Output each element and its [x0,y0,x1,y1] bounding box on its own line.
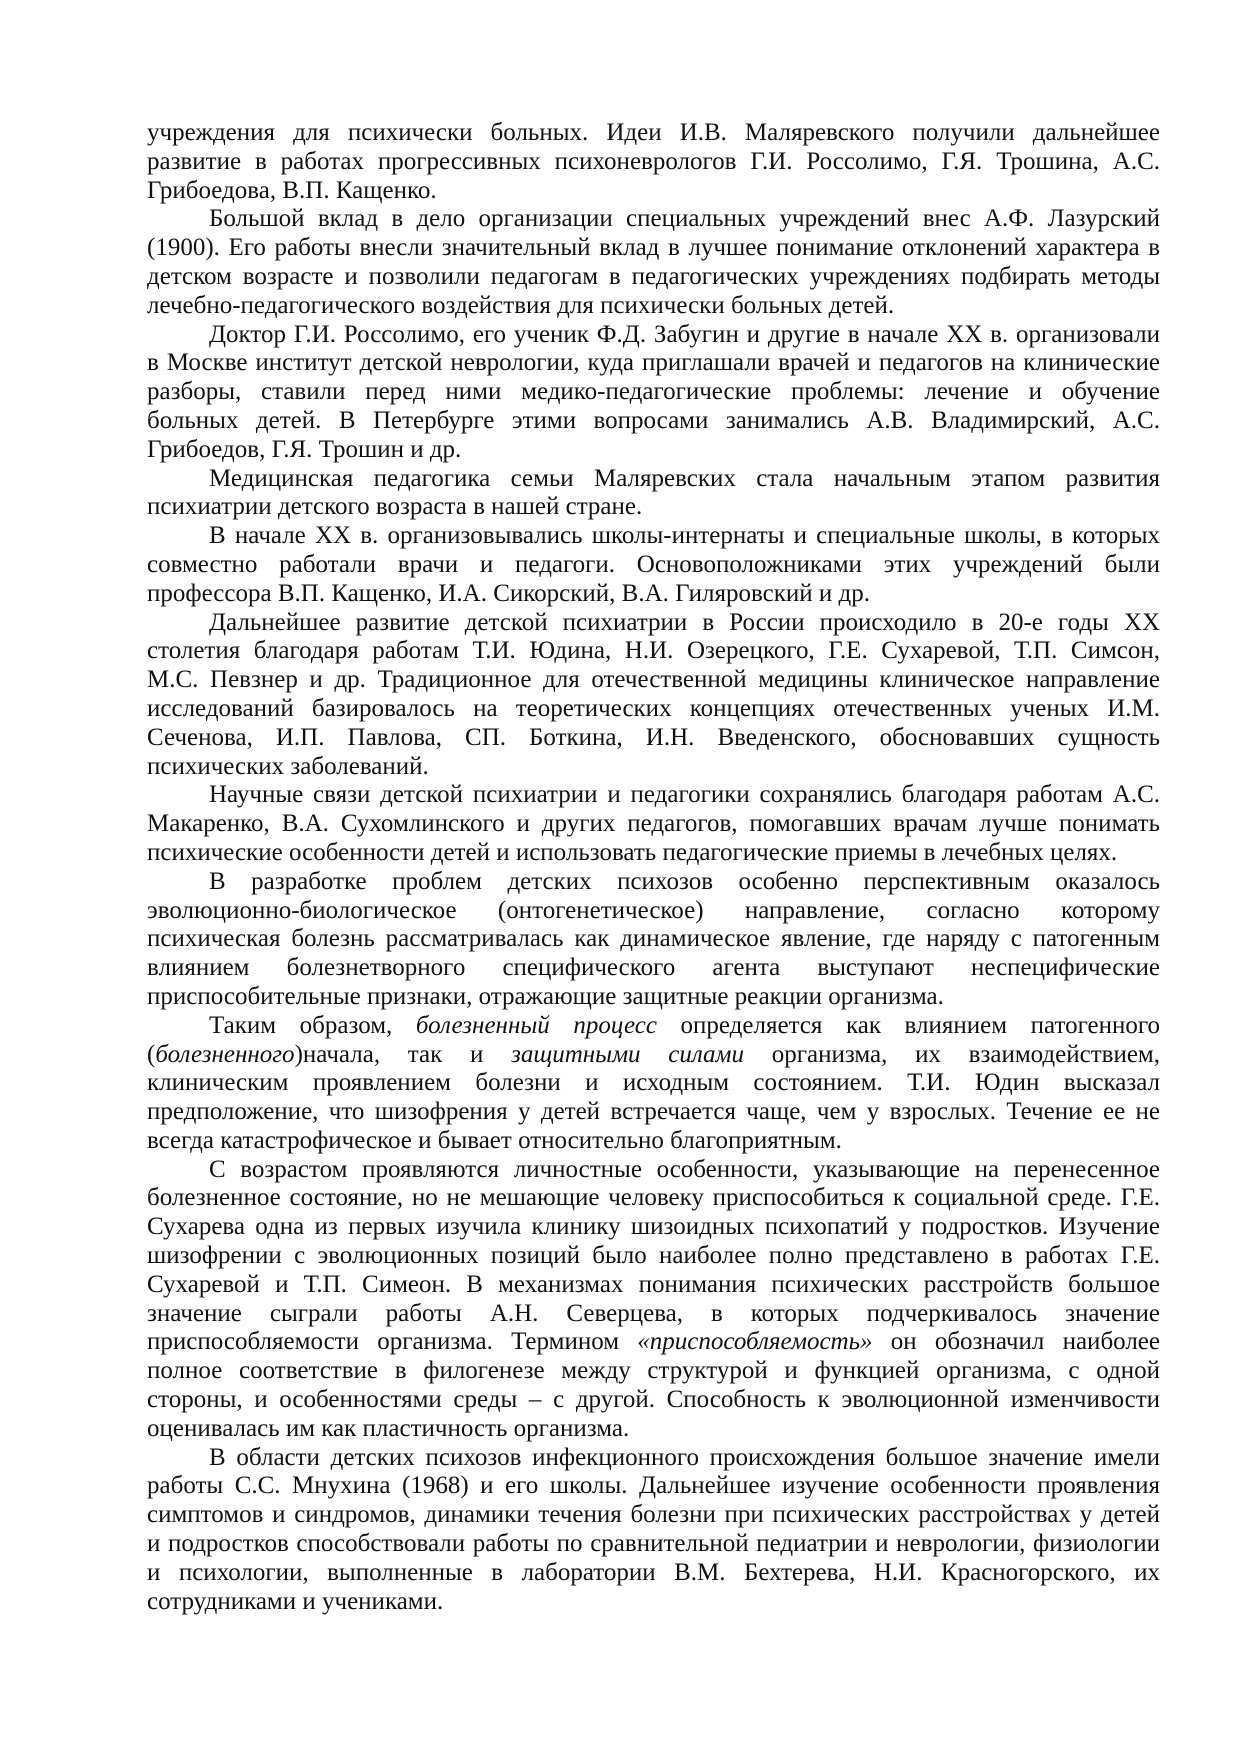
text-segment: определяется как влиянием патогенного [656,1011,1160,1039]
paragraph [147,609,1160,782]
text-line: столетия благодаря работам Т.И. Юдина, Н.И. Озерецкого, Г.Е. Сухаревой, Т.П. Симсон, [147,637,1160,665]
text-line: болезненное состояние, но не мешающие человеку приспособиться к социальной среде. Г.Е. [147,1184,1160,1212]
text-line: совместно работали врачи и педагоги. Основоположниками этих учреждений были [147,550,1160,578]
text-line: стороны, и особенностями среды – с другой. Способность к эволюционной изменчивости [147,1386,1160,1414]
text-line: Большой вклад в дело организации специальных учреждений внес А.Ф. Лазурский [209,205,1160,233]
text-line: симптомов и синдромов, динамики течения болезни при психических расстройствах у детей [147,1501,1160,1529]
text-segment: ( [147,1040,156,1068]
paragraph [147,1444,1160,1617]
italic-term: защитными силами [511,1040,745,1068]
text-segment: приспособляемости организма. Термином [147,1328,638,1356]
text-line: Сухарева одна из первых изучила клинику шизоидных психопатий у подростков. Изучение [147,1213,1160,1241]
text-line: психические особенности детей и использовать педагогические приемы в лечебных целях. [147,838,1118,866]
text-segment: организма, их взаимодействием, [744,1040,1160,1068]
text-line: эволюционно-биологическое (онтогенетическое) направление, согласно которому [147,896,1160,924]
text-line: значение сыграли работы А.Н. Северцева, в которых подчеркивалось значение [147,1299,1160,1327]
text-line: Грибоедова, В.П. Кащенко. [147,176,437,204]
text-line: развитие в работах прогрессивных психоневрологов Г.И. Россолимо, Г.Я. Трошина, А.С. [147,147,1160,175]
text-segment: )начала, так и [294,1040,512,1068]
paragraph [147,781,1160,867]
text-line: Сеченова, И.П. Павлова, СП. Боткина, И.Н. Введенского, обосновавших сущность [147,723,1160,751]
paragraph [147,522,1160,608]
text-line: приспособительные признаки, отражающие защитные реакции организма. [147,982,944,1010]
text-line [147,1328,1160,1357]
text-line: влиянием болезнетворного специфического агента выступают неспецифические [147,954,1160,982]
text-line: клиническим проявлением болезни и исходным состоянием. Т.И. Юдин высказал [147,1069,1160,1097]
text-line: Макаренко, В.А. Сухомлинского и других педагогов, помогавших врачам лучше понимать [147,810,1160,838]
text-line: психическая болезнь рассматривалась как динамическое явление, где наряду с патогенным [147,925,1160,953]
paragraph [147,1156,1160,1444]
paragraph [147,868,1160,1012]
text-line: работы С.С. Мнухина (1968) и его школы. Дальнейшее изучение особенности проявления [147,1472,1160,1500]
text-line: в Москве институт детской неврологии, куда приглашали врачей и педагогов на клинические [147,349,1160,377]
text-line: Грибоедов, Г.Я. Трошин и др. [147,435,462,463]
text-line: оценивалась им как пластичность организма. [147,1414,630,1442]
paragraph [147,321,1160,465]
text-line: сотрудниками и учениками. [147,1587,444,1615]
italic-term: болезненный процесс [415,1011,657,1039]
text-line: Медицинская педагогика семьи Маляревских стала начальным этапом развития [209,464,1160,492]
text-line: Дальнейшее развитие детской психиатрии в России происходило в 20-е годы XX [209,608,1160,636]
italic-term: болезненного [155,1040,295,1068]
italic-term: «приспособляемость» [637,1328,873,1356]
text-line [209,1012,1160,1041]
text-line: В начале XX в. организовывались школы-интернаты и специальные школы, в которых [209,522,1160,550]
text-line: всегда катастрофическое и бывает относительно благоприятным. [147,1126,842,1154]
text-line: М.С. Певзнер и др. Традиционное для отечественной медицины клиническое направление [147,666,1160,694]
text-line: больных детей. В Петербурге этими вопросами занимались А.В. Владимирский, А.С. [147,406,1160,434]
text-line: и подростков способствовали работы по сравнительной педиатрии и неврологии, физиологии [147,1530,1160,1558]
paragraph [147,205,1160,320]
paragraph [147,119,1160,205]
text-line: предположение, что шизофрения у детей встречается чаще, чем у взрослых. Течение ее не [147,1098,1160,1126]
paragraph [147,1012,1160,1156]
text-line: профессора В.П. Кащенко, И.А. Сикорский, В.А. Гиляровский и др. [147,579,870,607]
text-line: исследований базировалось на теоретических концепциях отечественных ученых И.М. [147,694,1160,722]
text-line: учреждения для психически больных. Идеи И.В. Маляревского получили дальнейшее [147,119,1160,146]
text-line: психиатрии детского возраста в нашей стране. [147,493,643,521]
text-line: (1900). Его работы внесли значительный вклад в лучшее понимание отклонений характера в [147,234,1160,262]
text-line: Доктор Г.И. Россолимо, его ученик Ф.Д. Забугин и другие в начале XX в. организовали [209,320,1160,348]
text-line: С возрастом проявляются личностные особенности, указывающие на перенесенное [209,1155,1160,1183]
text-line: лечебно-педагогического воздействия для психически больных детей. [147,291,895,319]
text-segment: он обозначил наиболее [872,1328,1160,1356]
text-segment: Таким образом, [209,1011,416,1039]
paragraph [147,465,1160,523]
text-line: Научные связи детской психиатрии и педагогики сохранялись благодаря работам А.С. [209,781,1160,809]
text-line [147,1041,1160,1070]
text-line: и психологии, выполненные в лаборатории В.М. Бехтерева, Н.И. Красногорского, их [147,1558,1160,1586]
text-line: полное соответствие в филогенезе между структурой и функцией организма, с одной [147,1357,1160,1385]
text-line: психических заболеваний. [147,752,429,780]
text-line: В области детских психозов инфекционного происхождения большое значение имели [209,1443,1160,1471]
document-page [147,119,1160,1616]
text-line: В разработке проблем детских психозов особенно перспективным оказалось [209,867,1160,895]
text-line: детском возрасте и позволили педагогам в педагогических учреждениях подбирать методы [147,262,1160,290]
text-line: шизофрении с эволюционных позиций было наиболее полно представлено в работах Г.Е. [147,1242,1160,1270]
text-line: разборы, ставили перед ними медико-педагогические проблемы: лечение и обучение [147,378,1160,406]
text-line: Сухаревой и Т.П. Симеон. В механизмах понимания психических расстройств большое [147,1270,1160,1298]
